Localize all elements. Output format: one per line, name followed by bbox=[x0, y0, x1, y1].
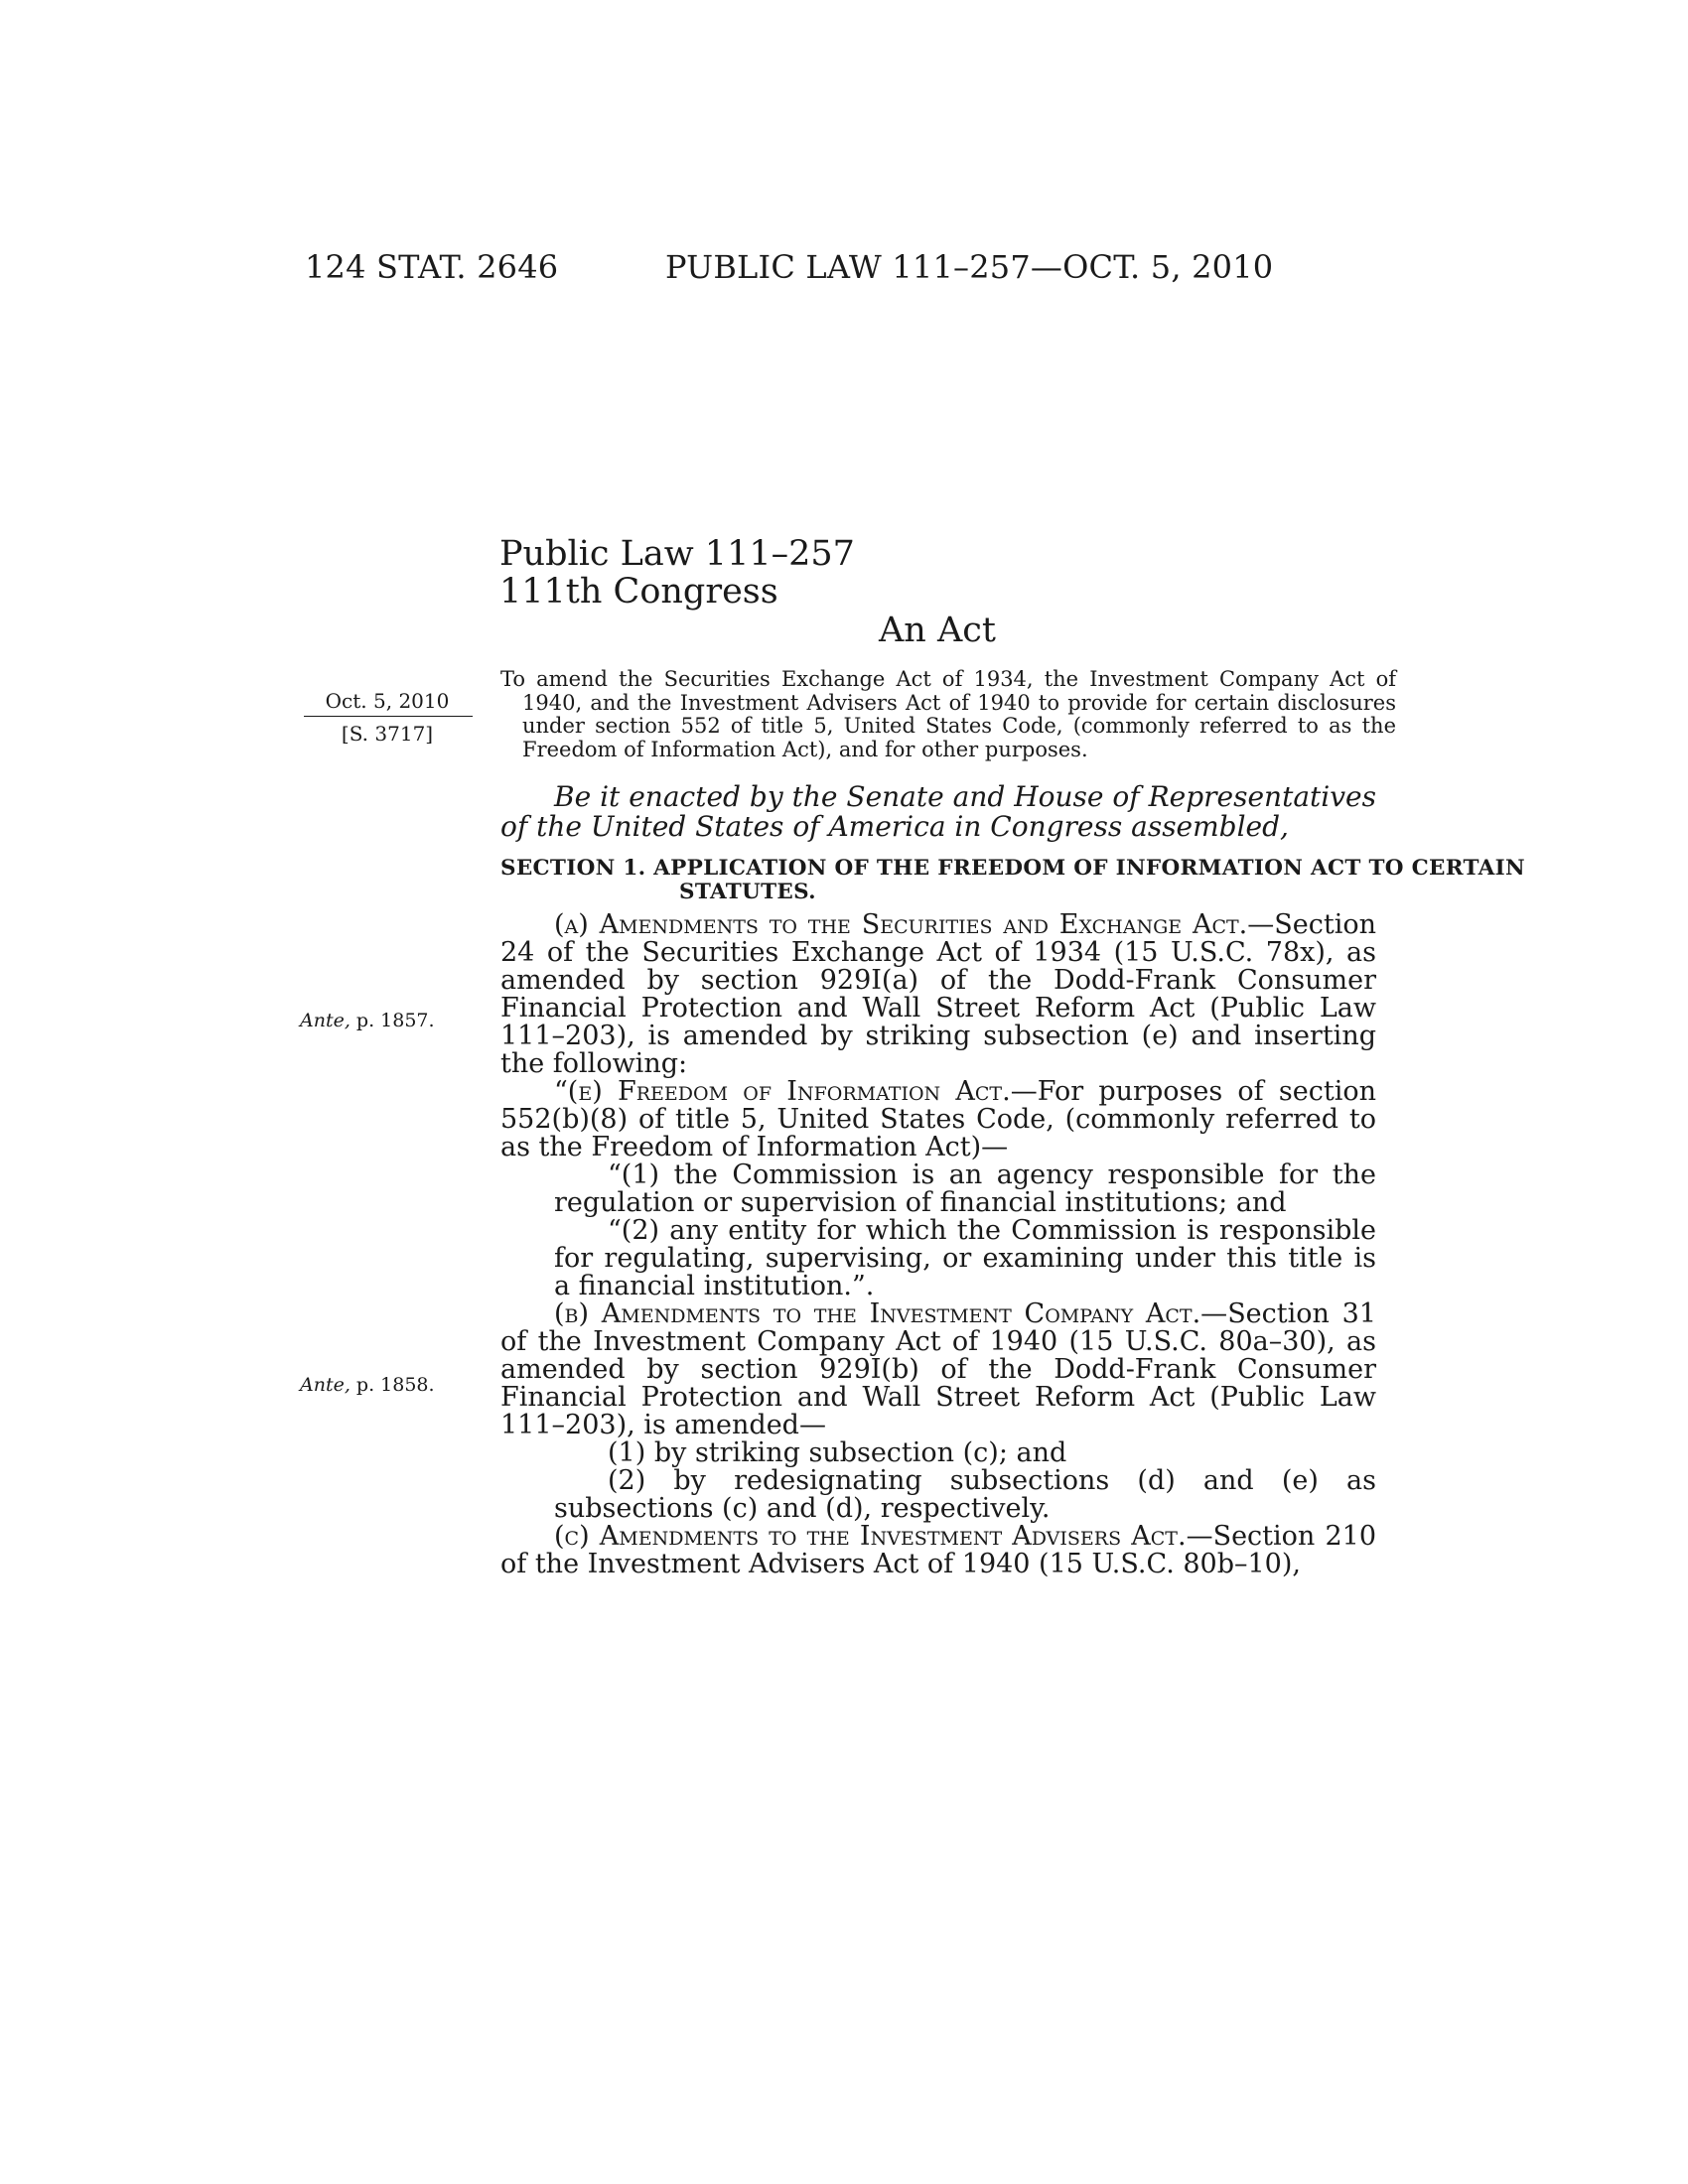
subsection-c bbox=[500, 1523, 1376, 1578]
margin-note-ante-1857 bbox=[300, 1010, 435, 1031]
enacting-clause: Be it enacted by the Senate and House of Representatives of the United States of America in Congress assembled, bbox=[500, 780, 1376, 843]
subsection-e-text: For purposes of section 552(b)(8) of title 5, United States Code, (commonly referred to as the Freedom of Information Act)— bbox=[500, 1076, 1377, 1162]
act-label: An Act bbox=[879, 611, 996, 650]
subsection-b-heading: (b) Amendments to the Investment Company Act.— bbox=[554, 1298, 1228, 1329]
subsection-a-heading: (a) Amendments to the Securities and Exchange Act.— bbox=[554, 909, 1275, 940]
margin-date: Oct. 5, 2010 bbox=[325, 689, 450, 713]
subsection-e bbox=[500, 1078, 1376, 1161]
note-ante-label: Ante, bbox=[300, 1374, 351, 1396]
paragraph-e2: “(2) any entity for which the Commission is responsible for regulating, supervising, or examining under this title is a financial institution.”. bbox=[554, 1215, 1376, 1301]
note-page: p. 1857. bbox=[350, 1010, 435, 1031]
margin-note-ante-1858 bbox=[300, 1374, 435, 1396]
subsection-c-heading: (c) Amendments to the Investment Advisers Act.— bbox=[554, 1521, 1213, 1552]
statute-body bbox=[500, 911, 1376, 1578]
margin-bill-number: [S. 3717] bbox=[341, 722, 434, 746]
margin-rule bbox=[304, 716, 473, 717]
subsection-b bbox=[500, 1300, 1376, 1439]
subsection-e-heading: “(e) Freedom of Information Act.— bbox=[554, 1076, 1038, 1107]
subsection-a bbox=[500, 911, 1376, 1078]
subsection-c-text: Section 210 of the Investment Advisers Act of 1940 (15 U.S.C. 80b–10), bbox=[500, 1521, 1376, 1579]
stat-page-number: 124 STAT. 2646 bbox=[305, 248, 559, 286]
section-heading: SECTION 1. APPLICATION OF THE FREEDOM OF INFORMATION ACT TO CERTAIN STATUTES. bbox=[500, 856, 1525, 904]
subsection-b-text: Section 31 of the Investment Company Act of 1940 (15 U.S.C. 80a–30), as amended by section 929I(b) of the Dodd-Frank Consumer Financial Protection and Wall Street Reform Act (Public Law 111–203), is amended— bbox=[500, 1298, 1376, 1440]
paragraph-b2: (2) by redesignating subsections (d) and (e) as subsections (c) and (d), respectively. bbox=[554, 1465, 1376, 1524]
public-law-number: Public Law 111–257 bbox=[499, 534, 855, 574]
note-page: p. 1858. bbox=[350, 1374, 435, 1396]
purpose-clause: To amend the Securities Exchange Act of 1934, the Investment Company Act of 1940, and the Investment Advisers Act of 1940 to provide for certain disclosures under section 552 of title 5, United States Code, (commonly referred to as the Freedom of Information Act), and for other purposes. bbox=[500, 667, 1396, 761]
note-ante-label: Ante, bbox=[300, 1010, 351, 1031]
paragraph-e1: “(1) the Commission is an agency responsible for the regulation or supervision of financial institutions; and bbox=[554, 1160, 1376, 1218]
paragraph-b1: (1) by striking subsection (c); and bbox=[608, 1437, 1067, 1468]
subsection-a-text: Section 24 of the Securities Exchange Act of 1934 (15 U.S.C. 78x), as amended by section 929I(a) of the Dodd-Frank Consumer Financial Protection and Wall Street Reform Act (Public Law 111–203), is amended by striking subsection (e) and inserting the following: bbox=[500, 909, 1376, 1079]
congress-label: 111th Congress bbox=[499, 572, 778, 612]
running-head-title: PUBLIC LAW 111–257—OCT. 5, 2010 bbox=[665, 248, 1274, 286]
